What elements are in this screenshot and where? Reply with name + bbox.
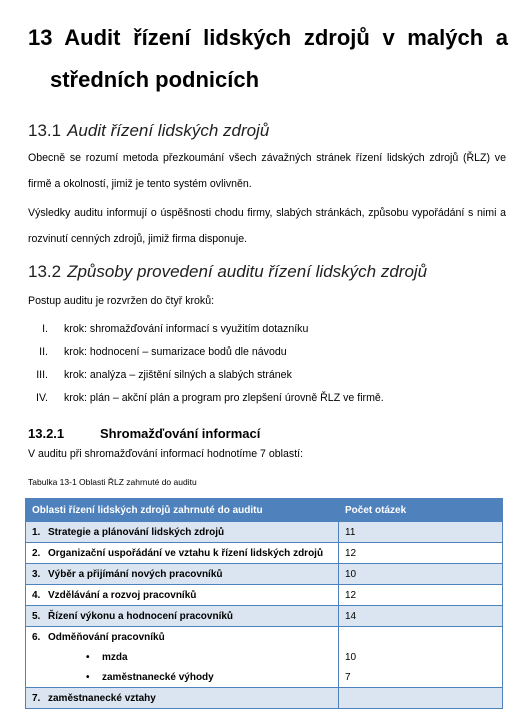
list-item <box>28 364 498 387</box>
count-cell: 12 <box>339 585 503 606</box>
table-row <box>26 564 503 585</box>
area-cell <box>26 647 339 667</box>
list-number: I. <box>42 323 48 335</box>
list-text: krok: hodnocení – sumarizace bodů dle návodu <box>64 346 287 358</box>
area-label: Strategie a plánování lidských zdrojů <box>48 526 225 538</box>
table-row <box>26 667 503 688</box>
bullet-icon: • <box>86 671 90 683</box>
steps-list <box>28 318 498 410</box>
row-number: 3. <box>32 568 41 580</box>
list-item <box>28 387 498 410</box>
bullet-icon: • <box>86 651 90 663</box>
paragraph-definition: Obecně se rozumí metoda přezkoumání všech závažných stránek řízení lidských zdrojů (ŘLZ) ve firmě a okolností, jimiž je tento systém ovlivněn. <box>28 152 506 190</box>
area-cell <box>26 627 339 648</box>
area-label: Vzdělávání a rozvoj pracovníků <box>48 589 197 601</box>
section-number: 13.1 <box>28 121 62 140</box>
section-heading-13-2 <box>28 262 427 282</box>
list-text: krok: plán – akční plán a program pro zlepšení úrovně ŘLZ ve firmě. <box>64 392 384 404</box>
section-number: 13.2 <box>28 262 62 281</box>
header-count: Počet otázek <box>339 499 503 522</box>
area-cell <box>26 606 339 627</box>
audit-areas-table <box>25 498 503 709</box>
table-caption: Tabulka 13-1 Oblasti ŘLZ zahrnuté do auditu <box>28 477 197 487</box>
table-header-row <box>26 499 503 522</box>
count-cell <box>339 688 503 709</box>
paragraph-results: Výsledky auditu informují o úspěšnosti chodu firmy, slabých stránkách, způsobu vypořádání s nimi a rozvinutí cenných zdrojů, jimiž firma disponuje. <box>28 207 506 245</box>
list-number: III. <box>36 369 48 381</box>
area-label: zaměstnanecké výhody <box>102 671 214 683</box>
table-row <box>26 522 503 543</box>
list-item <box>28 318 498 341</box>
paragraph-steps-intro: Postup auditu je rozvržen do čtyř kroků: <box>28 295 215 307</box>
list-text: krok: analýza – zjištění silných a slabých stránek <box>64 369 292 381</box>
section-title: Audit řízení lidských zdrojů <box>67 121 270 140</box>
row-number: 4. <box>32 589 41 601</box>
paragraph-areas-intro: V auditu při shromažďování informací hodnotíme 7 oblastí: <box>28 448 304 460</box>
table-row <box>26 606 503 627</box>
count-cell: 10 <box>339 647 503 667</box>
header-area: Oblasti řízení lidských zdrojů zahrnuté do auditu <box>26 499 339 522</box>
area-cell <box>26 585 339 606</box>
row-number: 2. <box>32 547 41 559</box>
area-cell <box>26 564 339 585</box>
area-label: mzda <box>102 651 128 663</box>
section-heading-13-1 <box>28 121 269 141</box>
list-item <box>28 341 498 364</box>
row-number: 6. <box>32 631 41 643</box>
area-label: Řízení výkonu a hodnocení pracovníků <box>48 610 234 622</box>
list-number: IV. <box>36 392 48 404</box>
table-row <box>26 585 503 606</box>
count-cell: 11 <box>339 522 503 543</box>
chapter-heading: 13 Audit řízení lidských zdrojů v malých a <box>28 25 508 50</box>
chapter-heading-line2: středních podnicích <box>50 67 260 92</box>
area-label: Organizační uspořádání ve vztahu k řízení lidských zdrojů <box>48 547 324 559</box>
count-cell: 14 <box>339 606 503 627</box>
area-cell <box>26 543 339 564</box>
list-number: II. <box>39 346 48 358</box>
area-label: Odměňování pracovníků <box>48 631 165 643</box>
area-label: Výběr a přijímání nových pracovníků <box>48 568 223 580</box>
table-row <box>26 688 503 709</box>
area-cell <box>26 688 339 709</box>
count-cell: 7 <box>339 667 503 688</box>
area-cell <box>26 667 339 688</box>
area-cell <box>26 522 339 543</box>
area-label: zaměstnanecké vztahy <box>48 692 156 704</box>
count-cell <box>339 627 503 648</box>
subsection-number: 13.2.1 <box>28 426 65 441</box>
row-number: 1. <box>32 526 41 538</box>
count-cell: 12 <box>339 543 503 564</box>
row-number: 5. <box>32 610 41 622</box>
list-text: krok: shromažďování informací s využitím dotazníku <box>64 323 309 335</box>
row-number: 7. <box>32 692 41 704</box>
table-row <box>26 627 503 648</box>
section-title: Způsoby provedení auditu řízení lidských zdrojů <box>67 262 428 281</box>
subsection-title: Shromažďování informací <box>100 426 261 441</box>
table-row <box>26 543 503 564</box>
count-cell: 10 <box>339 564 503 585</box>
table-row <box>26 647 503 667</box>
subsection-heading-13-2-1 <box>28 426 260 441</box>
